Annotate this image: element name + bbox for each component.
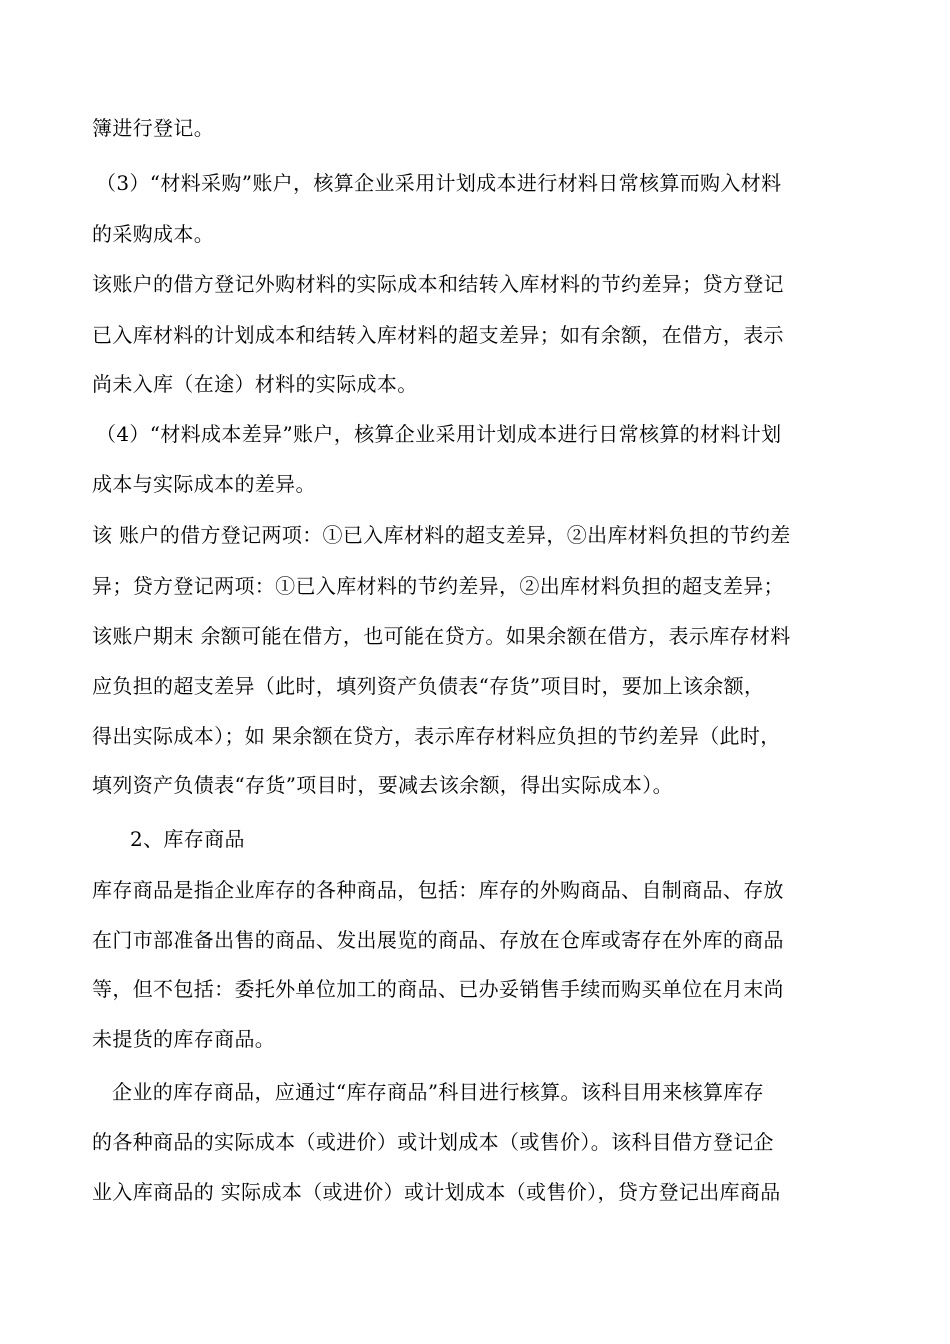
text-line-5: 已入库材料的计划成本和结转入库材料的超支差异；如有余额，在借方，表示 bbox=[92, 323, 784, 347]
text-line-11: 该账户期末 余额可能在借方，也可能在贷方。如果余额在借方，表示库存材料 bbox=[92, 624, 791, 648]
text-line-16: 库存商品是指企业库存的各种商品，包括：库存的外购商品、自制商品、存放 bbox=[92, 878, 784, 902]
text-line-14: 填列资产负债表“存货”项目时，要减去该余额，得出实际成本）。 bbox=[92, 773, 673, 797]
text-line-19: 未提货的库存商品。 bbox=[92, 1027, 276, 1051]
text-line-12: 应负担的超支差异（此时，填列资产负债表“存货”项目时，要加上该余额， bbox=[92, 674, 765, 698]
text-line-21: 的各种商品的实际成本（或进价）或计划成本（或售价）。该科目借方登记企 bbox=[92, 1130, 774, 1154]
text-line-7: （4）“材料成本差异”账户，核算企业采用计划成本进行日常核算的材料计划 bbox=[96, 422, 782, 446]
text-line-9: 该 账户的借方登记两项：①已入库材料的超支差异，②出库材料负担的节约差 bbox=[92, 523, 791, 547]
text-line-13: 得出实际成本）；如 果余额在贷方，表示库存材料应负担的节约差异（此时， bbox=[92, 724, 781, 748]
text-line-4: 该账户的借方登记外购材料的实际成本和结转入库材料的节约差异；贷方登记 bbox=[92, 272, 784, 296]
text-line-22: 业入库商品的 实际成本（或进价）或计划成本（或售价），贷方登记出库商品 bbox=[92, 1180, 781, 1204]
text-line-8: 成本与实际成本的差异。 bbox=[92, 472, 316, 496]
text-line-18: 等，但不包括：委托外单位加工的商品、已办妥销售手续而购买单位在月末尚 bbox=[92, 977, 784, 1001]
text-line-1: 簿进行登记。 bbox=[92, 116, 215, 140]
text-line-3: 的采购成本。 bbox=[92, 222, 215, 246]
text-line-10: 异；贷方登记两项：①已入库材料的节约差异，②出库材料负担的超支差异； bbox=[92, 574, 784, 598]
section-heading: 2、库存商品 bbox=[130, 827, 245, 851]
text-line-17: 在门市部准备出售的商品、发出展览的商品、存放在仓库或寄存在外库的商品 bbox=[92, 928, 784, 952]
text-line-6: 尚未入库（在途）材料的实际成本。 bbox=[92, 372, 418, 396]
text-line-20: 企业的库存商品，应通过“库存商品”科目进行核算。该科目用来核算库存 bbox=[112, 1080, 764, 1104]
text-line-2: （3）“材料采购”账户，核算企业采用计划成本进行材料日常核算而购入材料 bbox=[96, 171, 782, 195]
